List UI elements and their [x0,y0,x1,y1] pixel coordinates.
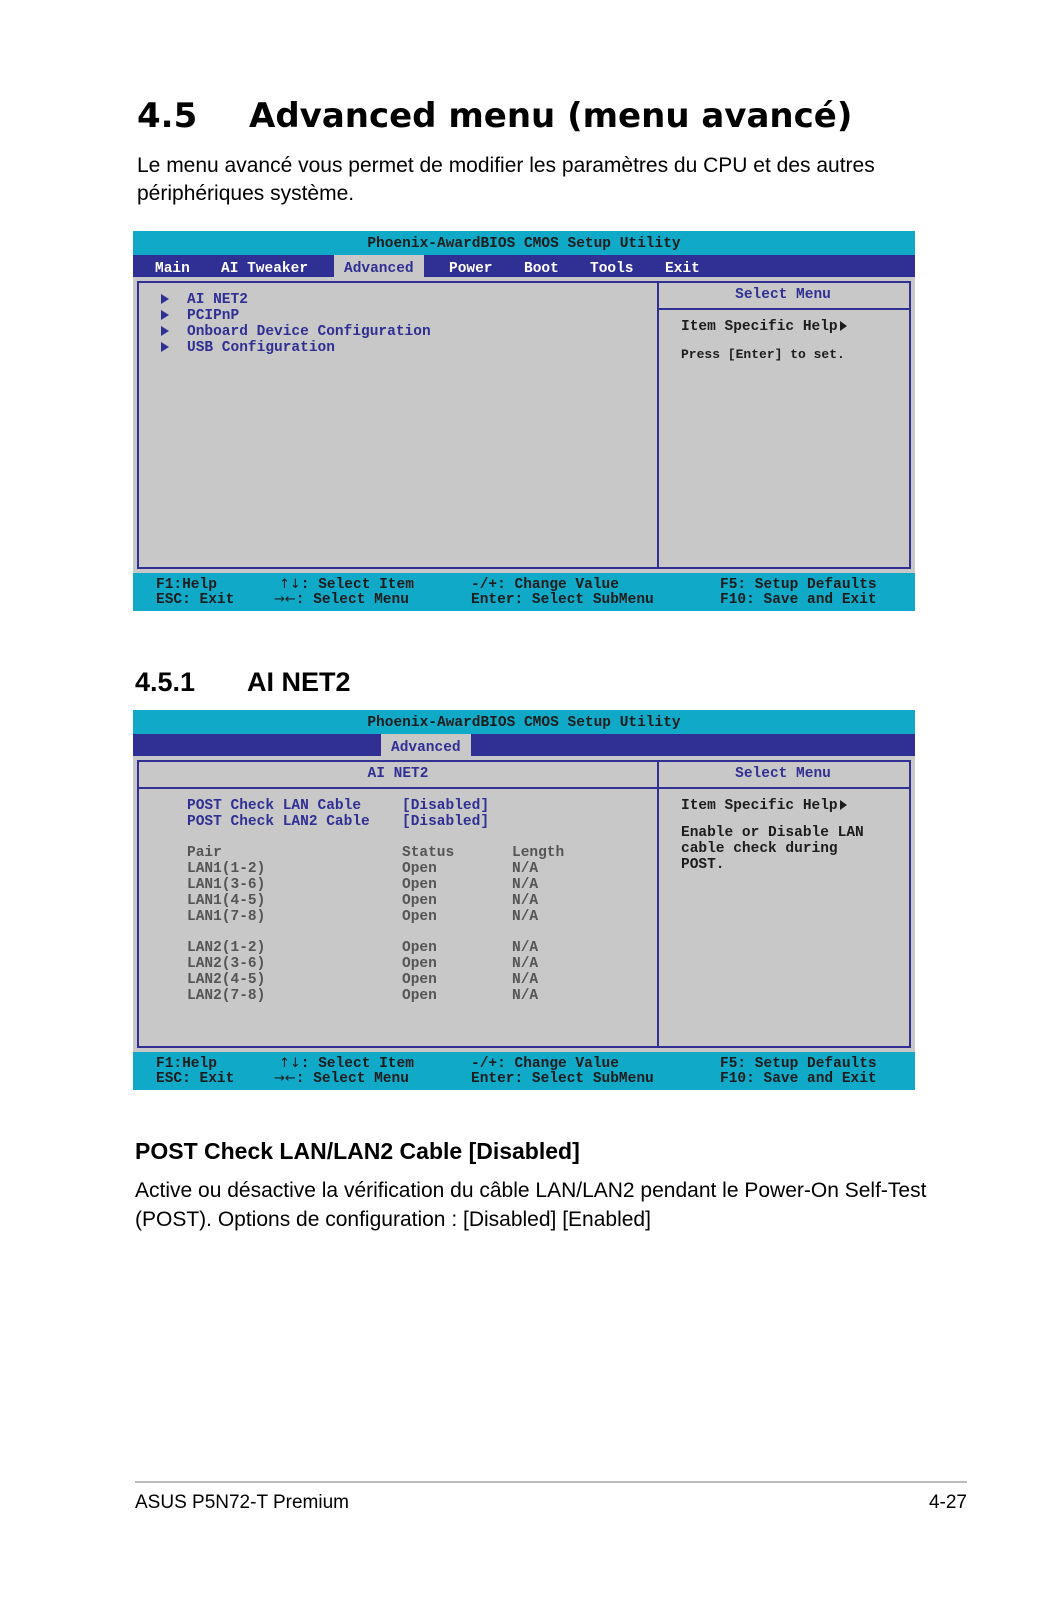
submenu-arrow-icon [161,326,169,336]
option-post-check-lan-cable[interactable]: POST Check LAN Cable [187,798,362,814]
help-text-line: POST. [681,857,725,873]
table-row: LAN1(1-2) [187,861,266,877]
ai-net2-header: AI NET2 [139,762,657,789]
bios-menu-bar [133,734,915,756]
help-title: Item Specific Help [681,319,847,335]
key-esc-exit: ESC: Exit [156,592,235,608]
bios-key-legend [133,573,915,611]
tab-power[interactable]: Power [449,261,493,277]
key-f10-save-exit: F10: Save and Exit [720,1071,877,1087]
table-header-pair: Pair [187,845,222,861]
submenu-arrow-icon [161,342,169,352]
table-row: LAN2(3-6) [187,956,266,972]
table-cell-status: Open [402,940,437,956]
table-cell-status: Open [402,893,437,909]
menu-item-pcipnp[interactable]: PCIPnP [161,308,239,324]
table-cell-length: N/A [512,909,539,925]
bios-title: Phoenix-AwardBIOS CMOS Setup Utility [133,710,915,734]
footer-page-number: 4-27 [928,1492,967,1513]
table-cell-status: Open [402,909,437,925]
table-cell-length: N/A [512,940,539,956]
select-menu-header: Select Menu [657,283,909,310]
table-cell-status: Open [402,861,437,877]
table-row: LAN2(1-2) [187,940,266,956]
section-title-text: Advanced menu (menu avancé) [249,96,853,136]
help-text-line: Enable or Disable LAN [681,825,864,841]
help-text-line: cable check during [681,841,838,857]
table-cell-status: Open [402,956,437,972]
option-value-lan[interactable]: [Disabled] [402,798,490,814]
table-cell-length: N/A [512,861,539,877]
table-cell-length: N/A [512,893,539,909]
bios-left-pane [139,283,659,567]
table-cell-length: N/A [512,988,539,1004]
bios-help-pane [657,762,909,1046]
key-f5-defaults: F5: Setup Defaults [720,1056,877,1072]
table-row: LAN2(7-8) [187,988,266,1004]
subsection-title [135,667,351,698]
option-value-lan2[interactable]: [Disabled] [402,814,490,830]
tab-main[interactable]: Main [155,261,190,277]
help-text: Press [Enter] to set. [681,347,845,362]
submenu-arrow-icon [161,294,169,304]
subsection-number: 4.5.1 [135,667,196,697]
key-f5-defaults: F5: Setup Defaults [720,577,877,593]
table-cell-status: Open [402,972,437,988]
submenu-arrow-icon [161,310,169,320]
key-change-value: -/+: Change Value [471,1056,619,1072]
arrow-right-icon [840,321,847,331]
up-down-arrow-icon: ↑↓ [279,577,301,592]
left-right-arrow-icon: →← [274,592,296,607]
key-enter-submenu: Enter: Select SubMenu [471,1071,654,1087]
key-enter-submenu: Enter: Select SubMenu [471,592,654,608]
bios-screen-ai-net2 [133,710,915,1090]
bios-left-pane [139,762,659,1046]
select-menu-header: Select Menu [657,762,909,789]
bios-screen-advanced [133,231,915,611]
left-right-arrow-icon: →← [274,1071,296,1086]
up-down-arrow-icon: ↑↓ [279,1056,301,1071]
table-cell-status: Open [402,988,437,1004]
tab-ai-tweaker[interactable]: AI Tweaker [221,261,309,277]
table-cell-length: N/A [512,972,539,988]
key-select-menu: →←: Select Menu [274,1071,409,1087]
table-row: LAN1(7-8) [187,909,266,925]
table-row: LAN1(4-5) [187,893,266,909]
key-select-menu: →←: Select Menu [274,592,409,608]
tab-boot[interactable]: Boot [524,261,559,277]
menu-item-onboard-device-configuration[interactable]: Onboard Device Configuration [161,324,431,340]
footer-divider [135,1481,967,1483]
menu-item-ai-net2[interactable]: AI NET2 [161,292,248,308]
table-cell-length: N/A [512,956,539,972]
bios-body [137,281,911,569]
bios-menu-bar [133,255,915,277]
tab-exit[interactable]: Exit [665,261,700,277]
key-select-item: ↑↓: Select Item [279,577,414,593]
table-cell-length: N/A [512,877,539,893]
intro-paragraph: Le menu avancé vous permet de modifier les paramètres du CPU et des autres périphériques système. [137,154,875,205]
key-f1-help: F1:Help [156,1056,217,1072]
bios-title: Phoenix-AwardBIOS CMOS Setup Utility [133,231,915,255]
option-post-check-lan2-cable[interactable]: POST Check LAN2 Cable [187,814,370,830]
footer-product-name: ASUS P5N72-T Premium [135,1492,349,1513]
option-description: Active ou désactive la vérification du câble LAN/LAN2 pendant le Power-On Self-Test (POST). Options de configuration : [Disabled] [Enabled] [135,1179,927,1231]
table-header-length: Length [512,845,565,861]
key-select-item: ↑↓: Select Item [279,1056,414,1072]
section-title [137,96,852,136]
key-f1-help: F1:Help [156,577,217,593]
subsection-title-text: AI NET2 [247,667,351,697]
tab-tools[interactable]: Tools [590,261,634,277]
key-f10-save-exit: F10: Save and Exit [720,592,877,608]
menu-item-usb-configuration[interactable]: USB Configuration [161,340,335,356]
table-row: LAN2(4-5) [187,972,266,988]
bios-key-legend [133,1052,915,1090]
arrow-right-icon [840,800,847,810]
bios-body [137,760,911,1048]
option-heading: POST Check LAN/LAN2 Cable [Disabled] [135,1138,580,1164]
help-title: Item Specific Help [681,798,847,814]
bios-help-pane [657,283,909,567]
tab-advanced[interactable]: Advanced [334,255,424,277]
tab-advanced[interactable]: Advanced [381,734,471,756]
key-change-value: -/+: Change Value [471,577,619,593]
table-row: LAN1(3-6) [187,877,266,893]
table-cell-status: Open [402,877,437,893]
table-header-status: Status [402,845,455,861]
section-number: 4.5 [137,96,198,136]
key-esc-exit: ESC: Exit [156,1071,235,1087]
